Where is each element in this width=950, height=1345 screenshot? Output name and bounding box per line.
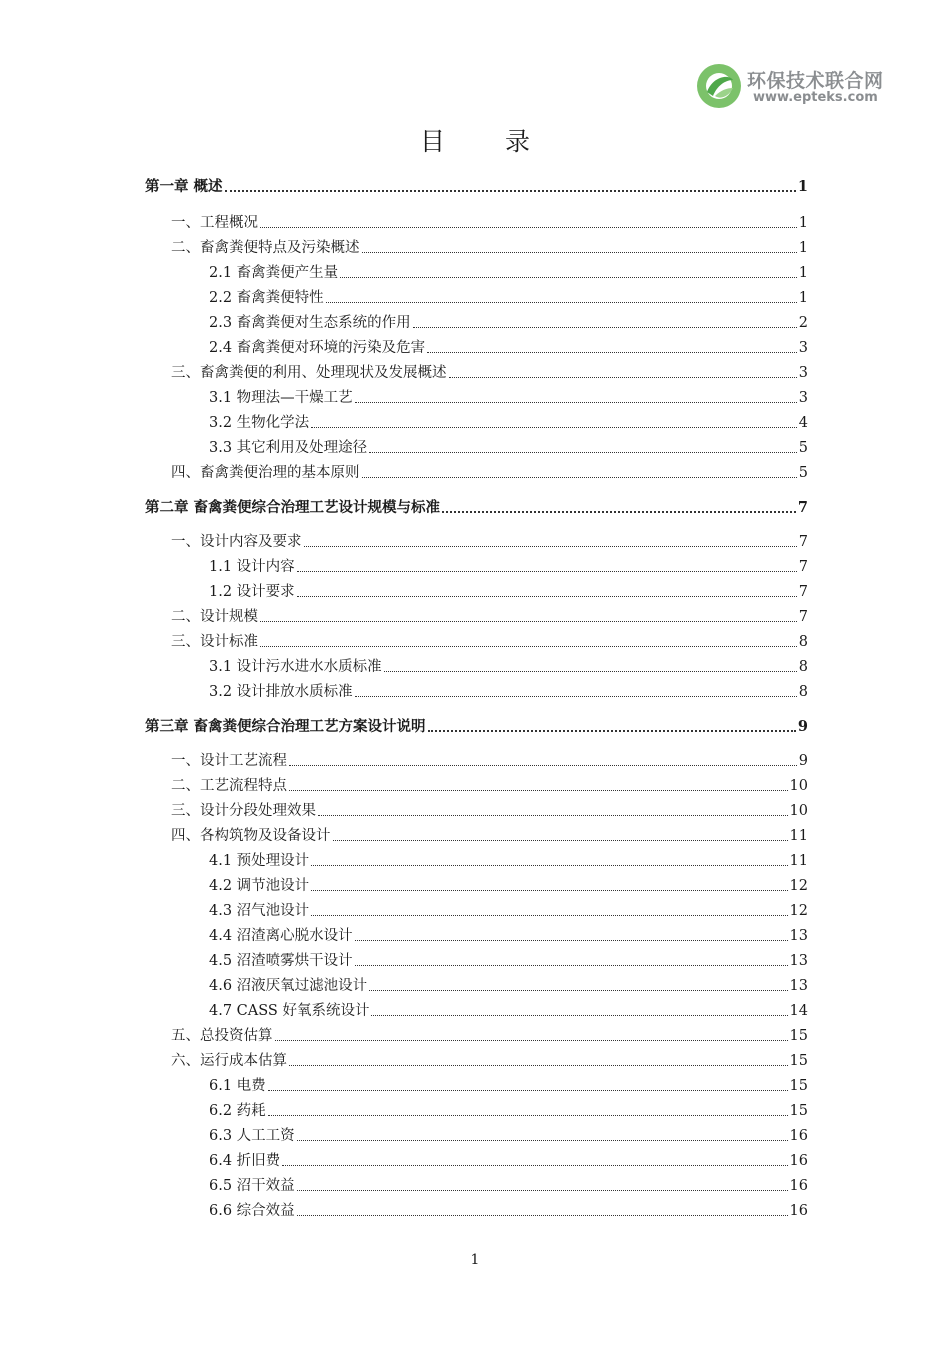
toc-entry[interactable] [209, 682, 808, 702]
toc-leader-dots [297, 1214, 788, 1216]
toc-entry-label: 6.2 药耗 [209, 1103, 266, 1119]
toc-entry[interactable] [209, 1001, 808, 1021]
toc-entry-page: 14 [789, 1003, 808, 1019]
toc-entry-page: 4 [798, 415, 808, 431]
toc-entry[interactable] [171, 532, 808, 552]
toc-entry-page: 8 [798, 684, 808, 700]
toc-entry[interactable] [209, 876, 808, 896]
toc-entry[interactable] [171, 776, 808, 796]
toc-entry-page: 9 [797, 718, 808, 735]
page-number: 1 [470, 1252, 480, 1268]
toc-leader-dots [413, 326, 797, 328]
toc-entry-label: 1.1 设计内容 [209, 559, 295, 575]
toc-entry[interactable] [171, 1026, 808, 1046]
toc-entry-page: 7 [798, 584, 808, 600]
toc-entry-page: 12 [789, 903, 808, 919]
toc-leader-dots [333, 839, 788, 841]
toc-entry-label: 6.6 综合效益 [209, 1203, 295, 1219]
toc-entry[interactable] [209, 901, 808, 921]
toc-entry-label: 6.1 电费 [209, 1078, 266, 1094]
toc-leader-dots [384, 670, 797, 672]
toc-leader-dots [326, 301, 797, 303]
toc-entry-page: 3 [798, 365, 808, 381]
toc-entry[interactable] [209, 926, 808, 946]
toc-entry[interactable] [171, 801, 808, 821]
toc-entry-page: 8 [798, 659, 808, 675]
toc-entry[interactable] [209, 338, 808, 358]
toc-entry-page: 15 [789, 1053, 808, 1069]
toc-entry-page: 7 [798, 559, 808, 575]
toc-leader-dots [268, 1089, 788, 1091]
toc-entry-label: 第一章 概述 [145, 178, 223, 195]
toc-entry[interactable] [209, 976, 808, 996]
toc-entry-page: 9 [798, 753, 808, 769]
toc-entry[interactable] [171, 238, 808, 258]
toc-entry-page: 16 [789, 1153, 808, 1169]
toc-leader-dots [355, 964, 788, 966]
toc-entry-page: 16 [789, 1128, 808, 1144]
toc-leader-dots [362, 251, 797, 253]
toc-entry-label: 4.2 调节池设计 [209, 878, 310, 894]
toc-entry-page: 10 [789, 803, 808, 819]
toc-leader-dots [371, 1014, 787, 1016]
toc-leader-dots [311, 914, 787, 916]
toc-entry[interactable] [209, 413, 808, 433]
toc-leader-dots [311, 889, 787, 891]
toc-entry-label: 2.4 畜禽粪便对环境的污染及危害 [209, 340, 426, 356]
toc-entry-label: 第二章 畜禽粪便综合治理工艺设计规模与标准 [145, 499, 441, 516]
toc-entry[interactable] [209, 1201, 808, 1221]
site-logo [695, 62, 905, 112]
toc-leader-dots [282, 1164, 787, 1166]
toc-entry[interactable] [145, 717, 808, 737]
toc-entry-label: 2.3 畜禽粪便对生态系统的作用 [209, 315, 411, 331]
toc-leader-dots [369, 989, 787, 991]
toc-entry-page: 7 [798, 534, 808, 550]
toc-entry-label: 4.4 沼渣离心脱水设计 [209, 928, 353, 944]
toc-entry-page: 12 [789, 878, 808, 894]
toc-entry-page: 3 [798, 340, 808, 356]
toc-entry[interactable] [171, 363, 808, 383]
toc-entry-page: 16 [789, 1203, 808, 1219]
toc-entry[interactable] [171, 751, 808, 771]
toc-entry[interactable] [209, 288, 808, 308]
toc-leader-dots [297, 595, 797, 597]
toc-entry-label: 6.5 沼干效益 [209, 1178, 295, 1194]
toc-entry-page: 13 [789, 953, 808, 969]
toc-entry-label: 3.1 物理法—干燥工艺 [209, 390, 353, 406]
logo-name: 环保技术联合网 [747, 70, 884, 92]
toc-leader-dots [355, 695, 797, 697]
toc-entry[interactable] [171, 607, 808, 627]
leaf-logo-icon [695, 62, 743, 110]
toc-entry[interactable] [209, 582, 808, 602]
toc-leader-dots [369, 451, 797, 453]
logo-url: www.epteks.com [753, 90, 878, 105]
toc-entry-label: 三、设计标准 [171, 634, 258, 650]
toc-entry[interactable] [209, 1101, 808, 1121]
toc-leader-dots [304, 545, 797, 547]
toc-leader-dots [355, 401, 797, 403]
toc-entry[interactable] [209, 388, 808, 408]
toc-entry-label: 4.1 预处理设计 [209, 853, 310, 869]
toc-entry[interactable] [209, 951, 808, 971]
toc-entry[interactable] [209, 851, 808, 871]
toc-entry-page: 7 [798, 609, 808, 625]
toc-leader-dots [311, 864, 787, 866]
toc-entry-page: 2 [798, 315, 808, 331]
toc-entry[interactable] [209, 557, 808, 577]
toc-entry-label: 4.7 CASS 好氧系统设计 [209, 1003, 370, 1019]
toc-leader-dots [442, 510, 796, 513]
toc-entry-page: 3 [798, 390, 808, 406]
toc-entry-label: 三、设计分段处理效果 [171, 803, 316, 819]
toc-entry-label: 五、总投资估算 [171, 1028, 273, 1044]
toc-entry[interactable] [171, 632, 808, 652]
toc-entry-label: 4.3 沼气池设计 [209, 903, 310, 919]
toc-entry-page: 5 [798, 465, 808, 481]
toc-entry-label: 3.2 生物化学法 [209, 415, 310, 431]
toc-leader-dots [428, 729, 796, 732]
toc-entry-page: 13 [789, 978, 808, 994]
toc-entry-label: 三、畜禽粪便的利用、处理现状及发展概述 [171, 365, 447, 381]
toc-leader-dots [268, 1114, 788, 1116]
toc-entry[interactable] [145, 177, 808, 197]
toc-leader-dots [225, 189, 796, 192]
toc-entry-label: 6.4 折旧费 [209, 1153, 281, 1169]
toc-leader-dots [362, 476, 797, 478]
toc-leader-dots [289, 1064, 788, 1066]
toc-leader-dots [311, 426, 797, 428]
toc-entry-label: 一、工程概况 [171, 215, 258, 231]
toc-entry-page: 8 [798, 634, 808, 650]
toc-entry-page: 11 [789, 828, 808, 844]
toc-entry-label: 四、畜禽粪便治理的基本原则 [171, 465, 360, 481]
toc-entry[interactable] [171, 463, 808, 483]
toc-entry[interactable] [209, 438, 808, 458]
toc-entry-label: 四、各构筑物及设备设计 [171, 828, 331, 844]
toc-entry-label: 4.5 沼渣喷雾烘干设计 [209, 953, 353, 969]
toc-entry-label: 3.2 设计排放水质标准 [209, 684, 353, 700]
toc-entry-label: 2.1 畜禽粪便产生量 [209, 265, 339, 281]
toc-leader-dots [289, 789, 788, 791]
toc-entry[interactable] [209, 1126, 808, 1146]
toc-entry-page: 1 [797, 178, 808, 195]
toc-entry-page: 11 [789, 853, 808, 869]
toc-entry-label: 1.2 设计要求 [209, 584, 295, 600]
toc-entry[interactable] [145, 498, 808, 518]
toc-entry[interactable] [209, 657, 808, 677]
toc-entry-label: 二、工艺流程特点 [171, 778, 287, 794]
toc-leader-dots [449, 376, 797, 378]
toc-leader-dots [289, 764, 797, 766]
toc-leader-dots [297, 570, 797, 572]
toc-entry-page: 5 [798, 440, 808, 456]
toc-entry-page: 10 [789, 778, 808, 794]
toc-leader-dots [297, 1139, 788, 1141]
toc-leader-dots [340, 276, 797, 278]
toc-entry[interactable] [171, 826, 808, 846]
toc-entry[interactable] [209, 1151, 808, 1171]
toc-entry-label: 第三章 畜禽粪便综合治理工艺方案设计说明 [145, 718, 426, 735]
toc-entry-page: 1 [798, 290, 808, 306]
toc-entry-page: 15 [789, 1103, 808, 1119]
toc-entry-label: 二、畜禽粪便特点及污染概述 [171, 240, 360, 256]
toc-entry-page: 7 [797, 499, 808, 516]
toc-entry-page: 15 [789, 1078, 808, 1094]
toc-entry-label: 二、设计规模 [171, 609, 258, 625]
toc-entry-page: 1 [798, 215, 808, 231]
toc-leader-dots [260, 645, 797, 647]
toc-entry[interactable] [171, 1051, 808, 1071]
toc-entry[interactable] [209, 1076, 808, 1096]
toc-entry[interactable] [209, 313, 808, 333]
toc-entry-label: 6.3 人工工资 [209, 1128, 295, 1144]
toc-entry[interactable] [209, 1176, 808, 1196]
toc-leader-dots [297, 1189, 788, 1191]
toc-entry-page: 1 [798, 240, 808, 256]
toc-entry-label: 2.2 畜禽粪便特性 [209, 290, 324, 306]
toc-entry-label: 3.3 其它利用及处理途径 [209, 440, 368, 456]
toc-entry[interactable] [171, 213, 808, 233]
toc-entry-page: 16 [789, 1178, 808, 1194]
page-title: 目 录 [420, 127, 556, 156]
toc-entry-label: 一、设计工艺流程 [171, 753, 287, 769]
toc-leader-dots [260, 226, 797, 228]
toc-entry-label: 六、运行成本估算 [171, 1053, 287, 1069]
toc-leader-dots [318, 814, 788, 816]
toc-entry[interactable] [209, 263, 808, 283]
toc-entry-page: 1 [798, 265, 808, 281]
toc-leader-dots [275, 1039, 788, 1041]
toc-leader-dots [355, 939, 788, 941]
toc-entry-label: 3.1 设计污水进水水质标准 [209, 659, 382, 675]
toc-entry-label: 4.6 沼液厌氧过滤池设计 [209, 978, 368, 994]
toc-entry-label: 一、设计内容及要求 [171, 534, 302, 550]
toc-leader-dots [427, 351, 797, 353]
toc-entry-page: 15 [789, 1028, 808, 1044]
toc-entry-page: 13 [789, 928, 808, 944]
toc-leader-dots [260, 620, 797, 622]
